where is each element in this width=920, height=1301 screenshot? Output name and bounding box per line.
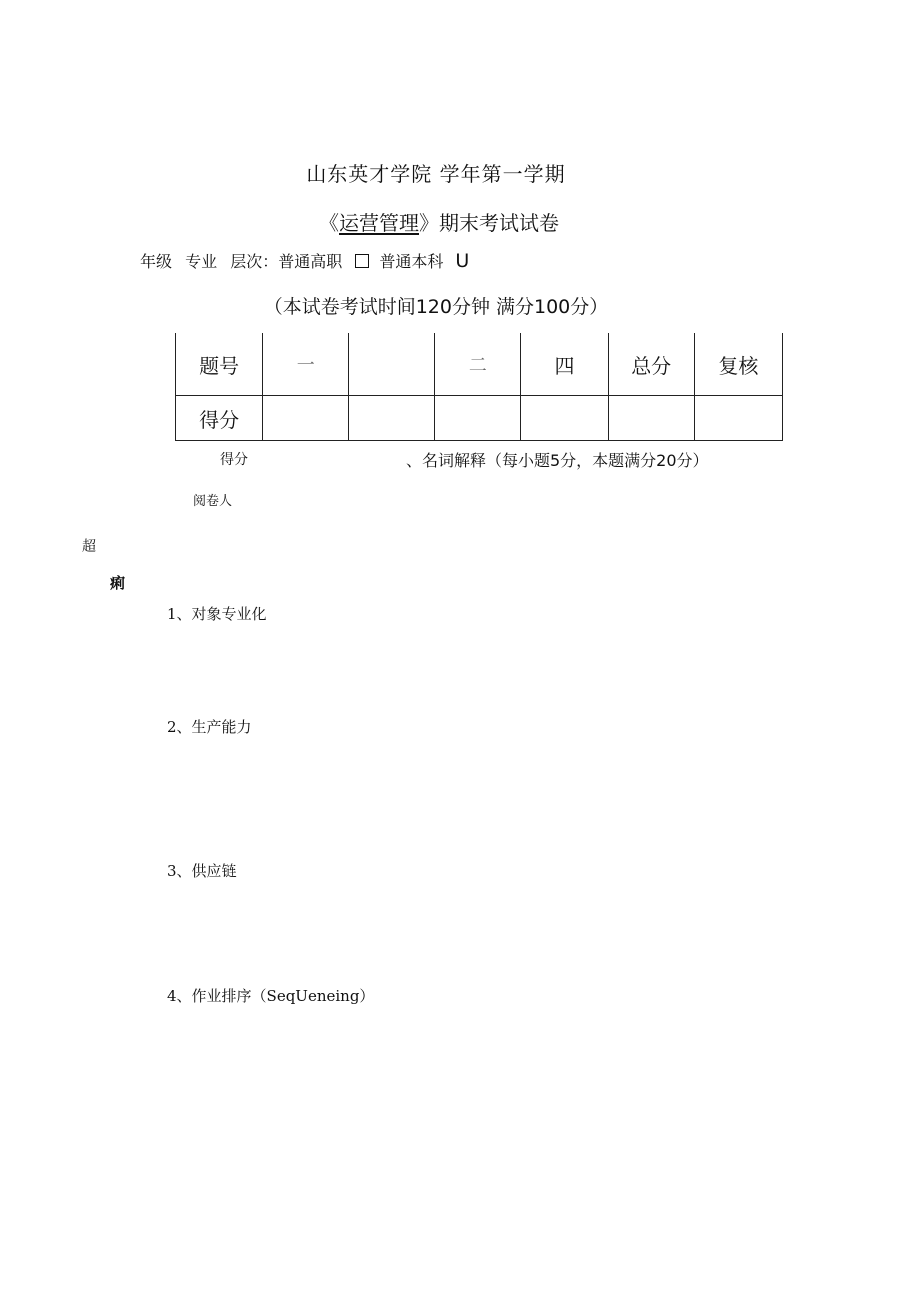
score-table-header-row bbox=[176, 333, 783, 396]
score-table-header-cell: 一 bbox=[263, 333, 349, 396]
score-table-header-cell: 四 bbox=[521, 333, 608, 396]
score-row-label: 得分 bbox=[176, 396, 263, 441]
score-cell[interactable] bbox=[608, 396, 694, 441]
level-checkbox-bachelor[interactable]: U bbox=[455, 250, 470, 272]
score-table-header-cell: 复核 bbox=[694, 333, 782, 396]
score-table-score-row bbox=[176, 396, 783, 441]
side-mark-2: 痢 bbox=[110, 574, 126, 592]
student-info-line bbox=[140, 249, 477, 272]
score-table-header-cell bbox=[349, 333, 435, 396]
side-mark-1: 超 bbox=[82, 539, 96, 555]
score-cell[interactable] bbox=[694, 396, 782, 441]
score-table bbox=[175, 333, 783, 441]
section-title: 、名词解释（每小题5分，本题满分20分） bbox=[406, 451, 709, 470]
course-name: 运营管理 bbox=[339, 211, 419, 235]
score-table-header-cell: 题号 bbox=[176, 333, 263, 396]
section-reviewer-label: 阅卷人 bbox=[193, 494, 233, 509]
level-checkbox-vocational[interactable] bbox=[355, 254, 369, 268]
level-option-bachelor: 普通本科 bbox=[379, 252, 444, 271]
score-cell[interactable] bbox=[435, 396, 521, 441]
score-cell[interactable] bbox=[263, 396, 349, 441]
question-item: 4、作业排序（SeqUeneing） bbox=[167, 987, 375, 1005]
exam-school-term: 山东英才学院 学年第一学期 bbox=[306, 162, 566, 186]
score-table-header-cell: 总分 bbox=[608, 333, 694, 396]
question-item: 1、对象专业化 bbox=[167, 605, 267, 623]
score-cell[interactable] bbox=[349, 396, 435, 441]
level-label: 层次：普通高职 bbox=[230, 252, 343, 271]
score-cell[interactable] bbox=[521, 396, 608, 441]
course-suffix: 》期末考试试卷 bbox=[419, 211, 559, 235]
section-score-label: 得分 bbox=[220, 452, 248, 468]
question-item: 2、生产能力 bbox=[167, 718, 252, 736]
major-label: 专业 bbox=[185, 252, 218, 271]
question-item: 3、供应链 bbox=[167, 862, 237, 880]
score-table-header-cell: 二 bbox=[435, 333, 521, 396]
course-prefix: 《 bbox=[319, 211, 339, 235]
exam-title bbox=[0, 207, 878, 236]
grade-label: 年级 bbox=[140, 252, 173, 271]
exam-time-note: （本试卷考试时间120分钟 满分100分） bbox=[263, 296, 609, 318]
